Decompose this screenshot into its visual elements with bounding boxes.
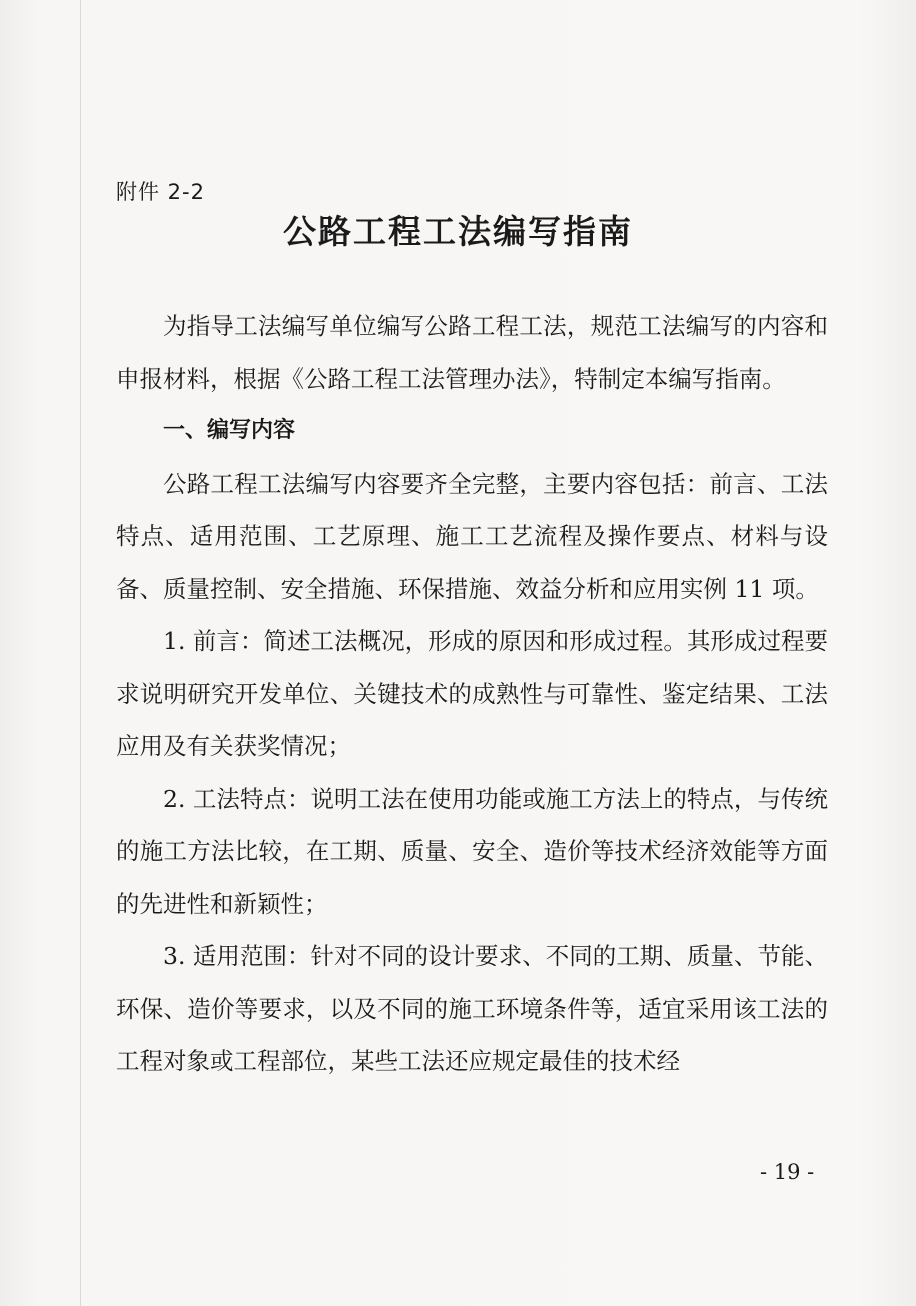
page-number: - 19 - — [760, 1160, 815, 1184]
binding-line — [80, 0, 81, 1306]
intro-paragraph: 为指导工法编写单位编写公路工程工法，规范工法编写的内容和申报材料，根据《公路工程工法管理办法》，特制定本编写指南。 — [116, 312, 828, 393]
document-title: 公路工程工法编写指南 — [283, 212, 633, 251]
item-paragraph: 2. 工法特点：说明工法在使用功能或施工方法上的特点，与传统的施工方法比较，在工期、质量、安全、造价等技术经济效能等方面的先进性和新颖性； — [116, 784, 828, 918]
document-body — [116, 300, 828, 1088]
section-intro-paragraph: 公路工程工法编写内容要齐全完整，主要内容包括：前言、工法特点、适用范围、工艺原理、施工工艺流程及操作要点、材料与设备、质量控制、安全措施、环保措施、效益分析和应用实例 11 项。 — [116, 469, 828, 603]
section-heading: 一、编写内容 — [163, 418, 296, 443]
attachment-label: 附件 2-2 — [116, 180, 205, 204]
item-paragraph: 1. 前言：简述工法概况，形成的原因和形成过程。其形成过程要求说明研究开发单位、关键技术的成熟性与可靠性、鉴定结果、工法应用及有关获奖情况； — [116, 627, 828, 760]
item-paragraph: 3. 适用范围：针对不同的设计要求、不同的工期、质量、节能、环保、造价等要求，以及不同的施工环境条件等，适宜采用该工法的工程对象或工程部位，某些工法还应规定最佳的技术经 — [116, 942, 828, 1075]
